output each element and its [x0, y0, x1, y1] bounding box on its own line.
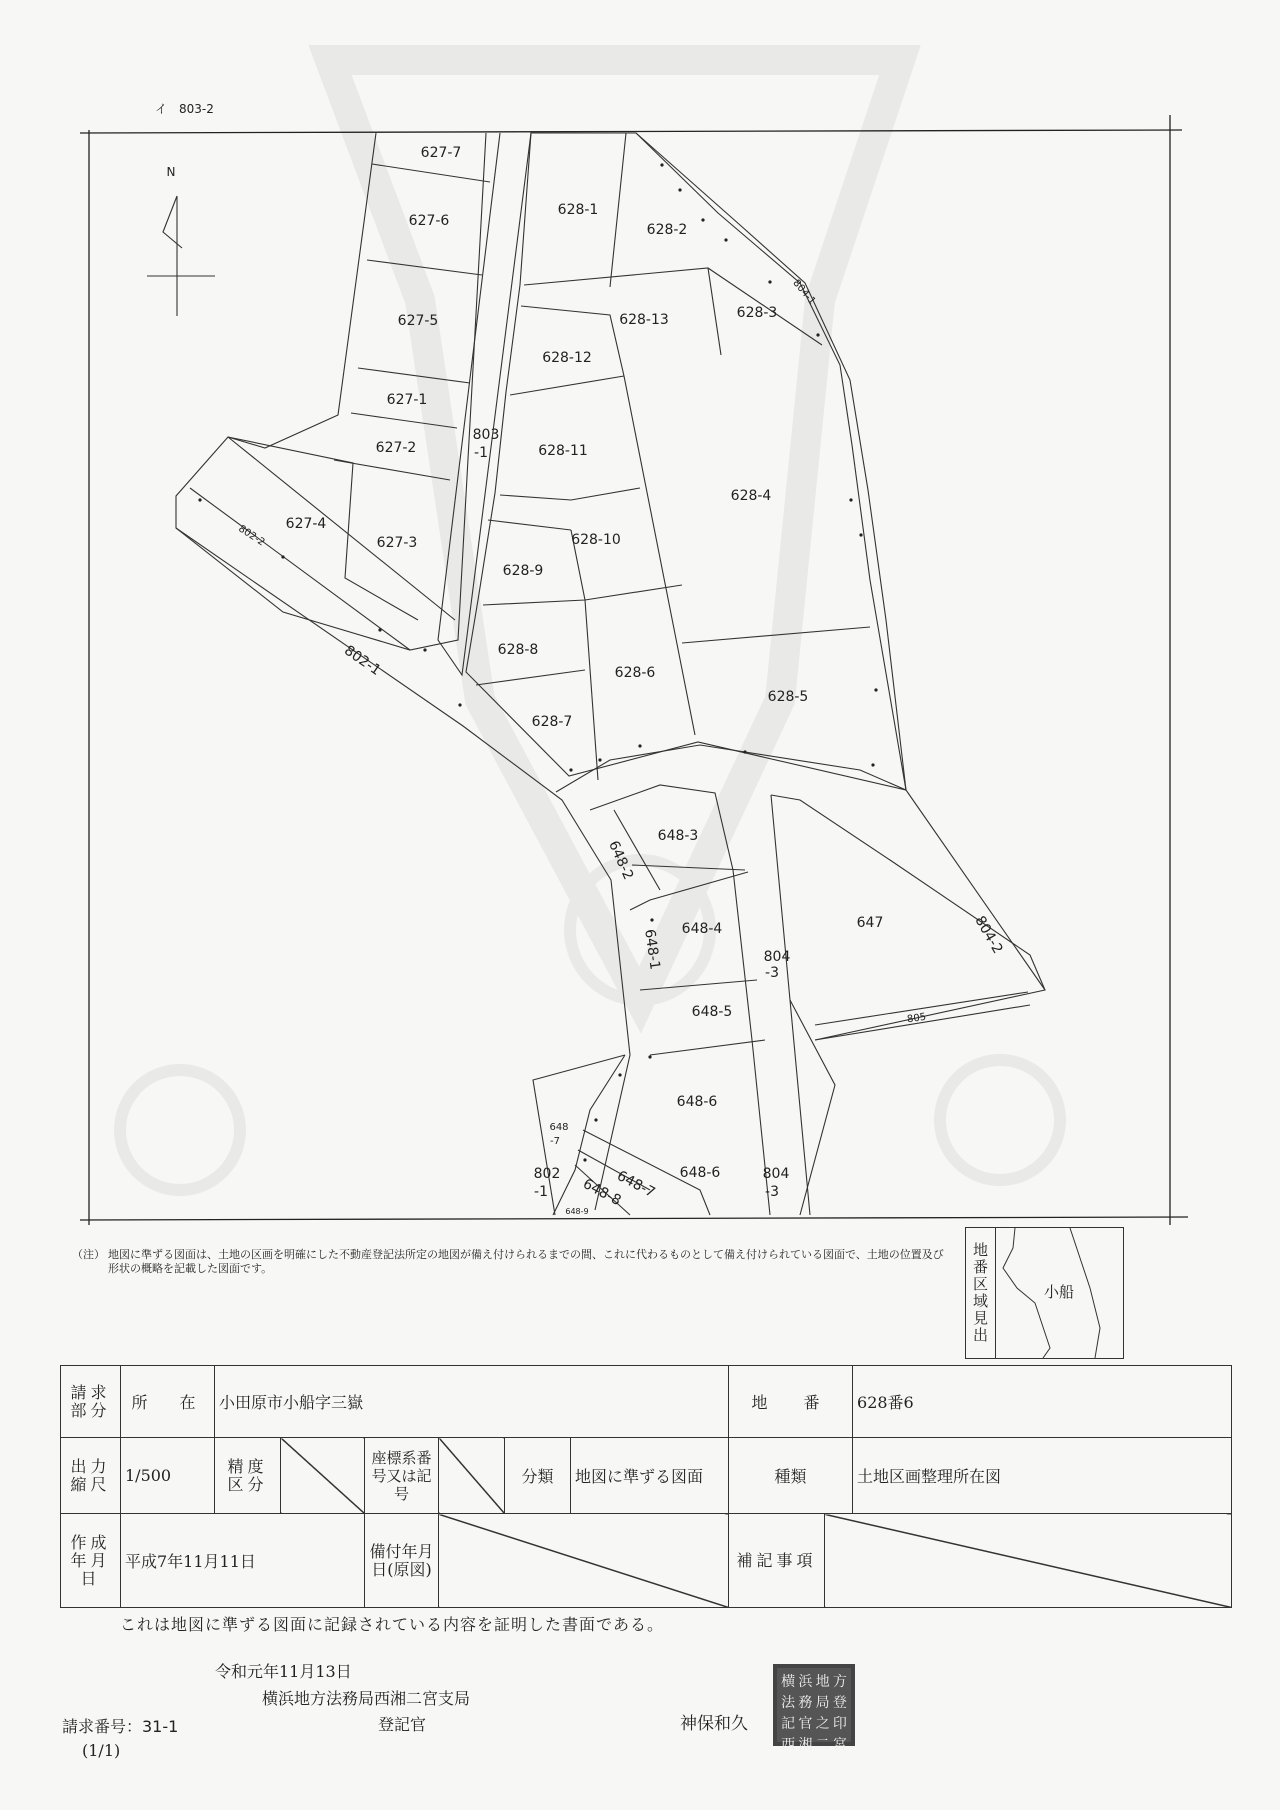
issue-date: 令和元年11月13日 — [215, 1662, 352, 1681]
created-label: 作成年月日 — [61, 1514, 121, 1608]
parcel-label: 804-2 — [971, 913, 1006, 957]
index-map-label: 地番区域見出 — [966, 1228, 996, 1358]
sheet-reference: イ 803-2 — [155, 102, 214, 116]
accuracy-label: 精度区分 — [215, 1438, 281, 1514]
location-label: 所 在 — [121, 1366, 215, 1438]
installed-value — [439, 1514, 729, 1608]
officer-name: 神保和久 — [680, 1714, 748, 1734]
parcel-label: 628-5 — [767, 689, 809, 705]
parcel-label: 627-4 — [285, 516, 327, 532]
parcel-label: 648-5 — [691, 1004, 733, 1020]
coord-label: 座標系番号又は記号 — [365, 1438, 439, 1514]
installed-label: 備付年月日(原図) — [365, 1514, 439, 1608]
parcel-label: 647 — [856, 915, 884, 931]
parcel-label: 804 — [762, 1166, 790, 1182]
parcel-labels — [236, 145, 1005, 1216]
official-seal-icon: 横 浜 地 方 法 務 局 登 記 官 之 印 西 湘 二 宮 — [773, 1664, 855, 1746]
certification-statement: これは地図に準ずる図面に記録されている内容を証明した書面である。 — [120, 1615, 665, 1634]
parcel-label: 804 — [763, 949, 791, 965]
index-map — [965, 1227, 1124, 1359]
index-map-town: 小船 — [1044, 1283, 1075, 1301]
parcel-label: -1 — [534, 1184, 548, 1200]
parcel-label: 802-2 — [236, 523, 267, 549]
parcel-label: 627-3 — [376, 535, 418, 551]
coord-value — [439, 1438, 505, 1514]
map-note — [72, 1248, 952, 1276]
parcel-label: 648-8 — [580, 1175, 624, 1210]
class-label: 分類 — [505, 1438, 571, 1514]
request-number: 請求番号：31-1 — [62, 1717, 179, 1736]
parcel-label: 628-11 — [538, 443, 588, 459]
parcel-label: 648-3 — [657, 828, 699, 844]
page-number: (1/1) — [82, 1741, 121, 1760]
parcel-label: 628-2 — [646, 222, 688, 238]
lot-value: 628番6 — [853, 1366, 1232, 1438]
remarks-label: 補記事項 — [729, 1514, 825, 1608]
parcel-label: 627-2 — [375, 440, 417, 456]
parcel-label: 627-1 — [386, 392, 428, 408]
parcel-label: 803 — [472, 427, 500, 443]
parcel-label: -3 — [765, 965, 779, 981]
parcel-label: -1 — [474, 445, 488, 461]
issuing-office: 横浜地方法務局西湘二宮支局 — [262, 1689, 471, 1708]
type-value: 土地区画整理所在図 — [853, 1438, 1232, 1514]
created-value: 平成7年11月11日 — [121, 1514, 365, 1608]
parcel-label: -3 — [765, 1184, 779, 1200]
parcel-label: -7 — [550, 1136, 560, 1147]
parcel-label: 805 — [906, 1011, 927, 1026]
parcel-label: 628-12 — [542, 350, 592, 366]
parcel-label: 628-3 — [736, 305, 778, 321]
parcel-label: 628-1 — [557, 202, 599, 218]
accuracy-value — [281, 1438, 365, 1514]
parcel-label: 628-8 — [497, 642, 539, 658]
north-label: N — [166, 165, 176, 179]
officer-title: 登記官 — [378, 1715, 427, 1734]
parcel-label: 802 — [533, 1166, 561, 1182]
parcel-label: 628-13 — [619, 312, 669, 328]
parcel-label: 627-5 — [397, 313, 439, 329]
parcel-label: 648 — [549, 1122, 569, 1133]
parcel-label: 648-2 — [605, 838, 637, 883]
lot-label: 地 番 — [729, 1366, 853, 1438]
parcel-label: 628-6 — [614, 665, 656, 681]
parcel-label: 802-1 — [341, 642, 384, 679]
parcel-label: 628-7 — [531, 714, 573, 730]
parcel-label: 628-4 — [730, 488, 772, 504]
class-value: 地図に準ずる図面 — [571, 1438, 729, 1514]
parcel-boundaries — [176, 133, 1045, 1215]
certificate-table — [60, 1365, 1232, 1608]
parcel-label: 648-9 — [565, 1207, 589, 1216]
north-arrow-icon — [147, 165, 215, 316]
parcel-label: 804-1 — [790, 277, 818, 308]
parcel-label: 628-9 — [502, 563, 544, 579]
scale-label: 出力縮尺 — [61, 1438, 121, 1514]
parcel-label: 648-7 — [614, 1167, 658, 1202]
request-section-label: 請求部分 — [61, 1366, 121, 1438]
parcel-label: 648-4 — [681, 921, 723, 937]
parcel-label: 628-10 — [571, 532, 621, 548]
parcel-label: 627-7 — [420, 145, 462, 161]
parcel-label: 648-6 — [679, 1165, 721, 1181]
parcel-label: 648-6 — [676, 1094, 718, 1110]
scale-value: 1/500 — [121, 1438, 215, 1514]
location-value: 小田原市小船字三嶽 — [215, 1366, 729, 1438]
parcel-label: 627-6 — [408, 213, 450, 229]
type-label: 種類 — [729, 1438, 853, 1514]
parcel-label: 648-1 — [641, 928, 663, 971]
remarks-value — [825, 1514, 1232, 1608]
note-text: 地図に準ずる図面は、土地の区画を明確にした不動産登記法所定の地図が備え付けられるまでの間、これに代わるものとして備え付けられている図面で、土地の位置及び形状の概略を記載した図面です。 — [108, 1248, 944, 1275]
note-prefix: （注） — [72, 1248, 105, 1261]
